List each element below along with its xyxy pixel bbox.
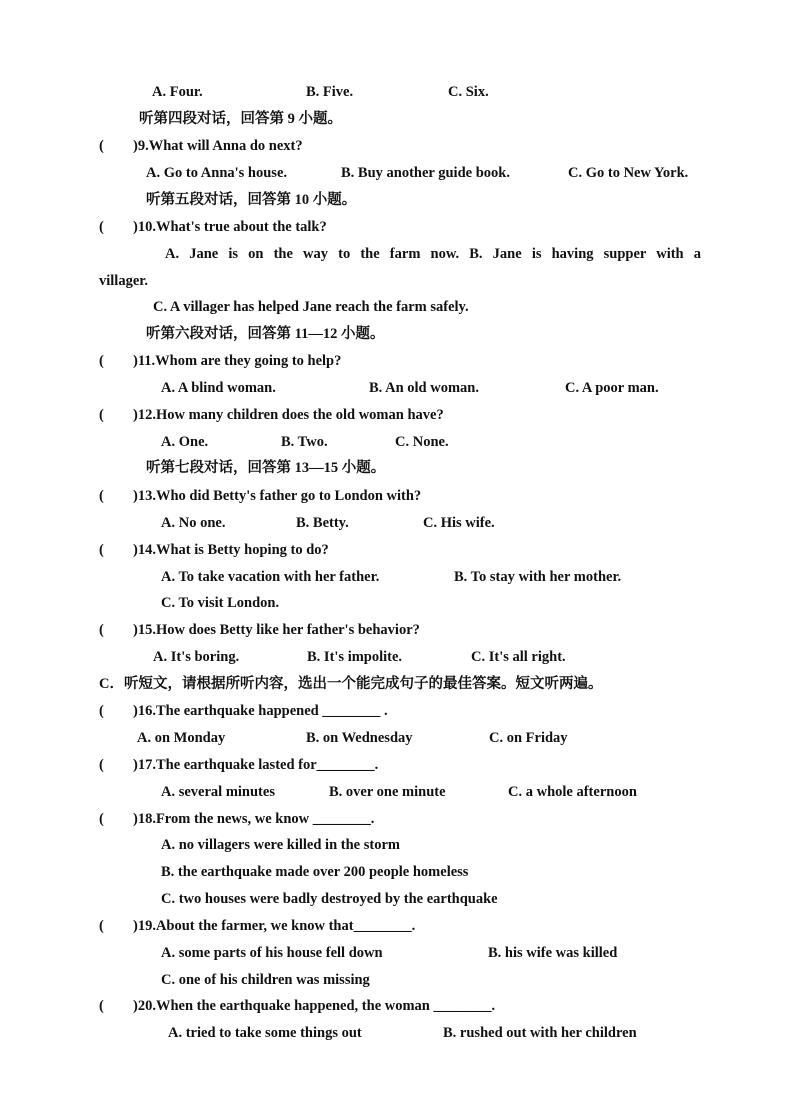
answer-paren-14: ( xyxy=(99,542,104,558)
option-q14-a: A. To take vacation with her father. xyxy=(161,569,380,585)
answer-paren-16: ( xyxy=(99,703,104,719)
option-q12-c: C. None. xyxy=(395,434,449,450)
option-q16-a: A. on Monday xyxy=(137,730,226,746)
answer-paren-13: ( xyxy=(99,488,104,504)
question-12: )12.How many children does the old woman have? xyxy=(133,407,444,423)
question-14: )14.What is Betty hoping to do? xyxy=(133,542,329,558)
option-q10-b-cont: villager. xyxy=(99,273,149,289)
question-10: )10.What's true about the talk? xyxy=(133,219,327,235)
option-q11-b: B. An old woman. xyxy=(369,380,479,396)
question-18: )18.From the news, we know ________. xyxy=(133,811,375,827)
option-q19-b: B. his wife was killed xyxy=(488,945,618,961)
question-20: )20.When the earthquake happened, the woman ________. xyxy=(133,998,496,1014)
option-q19-a: A. some parts of his house fell down xyxy=(161,945,383,961)
option-q9-a: A. Go to Anna's house. xyxy=(146,165,288,181)
option-q11-c: C. A poor man. xyxy=(565,380,659,396)
option-q17-c: C. a whole afternoon xyxy=(508,784,637,800)
answer-paren-17: ( xyxy=(99,757,104,773)
section-c-instructions: C．听短文，请根据所听内容，选出一个能完成句子的最佳答案。短文听两遍。 xyxy=(99,676,603,692)
answer-paren-20: ( xyxy=(99,998,104,1014)
option-q16-b: B. on Wednesday xyxy=(306,730,413,746)
question-16: )16.The earthquake happened ________ . xyxy=(133,703,388,719)
section-heading-6: 听第六段对话，回答第 11—12 小题。 xyxy=(146,326,385,342)
section-heading-7: 听第七段对话，回答第 13—15 小题。 xyxy=(146,460,386,476)
question-19: )19.About the farmer, we know that________. xyxy=(133,918,416,934)
option-q18-a: A. no villagers were killed in the storm xyxy=(161,837,400,853)
option-q12-b: B. Two. xyxy=(281,434,328,450)
answer-paren-10: ( xyxy=(99,219,104,235)
question-13: )13.Who did Betty's father go to London with? xyxy=(133,488,422,504)
option-q15-c: C. It's all right. xyxy=(471,649,566,665)
option-q15-a: A. It's boring. xyxy=(153,649,240,665)
option-q17-b: B. over one minute xyxy=(329,784,446,800)
option-q14-b: B. To stay with her mother. xyxy=(454,569,622,585)
option-q9-c: C. Go to New York. xyxy=(568,165,689,181)
option-q18-c: C. two houses were badly destroyed by the earthquake xyxy=(161,891,498,907)
option-q13-a: A. No one. xyxy=(161,515,226,531)
option-q17-a: A. several minutes xyxy=(161,784,275,800)
option-q11-a: A. A blind woman. xyxy=(161,380,276,396)
option-q10-ab: A. Jane is on the way to the farm now. B. Jane is having supper with a xyxy=(165,246,701,262)
answer-paren-12: ( xyxy=(99,407,104,423)
question-9: )9.What will Anna do next? xyxy=(133,138,303,154)
question-15: )15.How does Betty like her father's behavior? xyxy=(133,622,420,638)
option-q18-b: B. the earthquake made over 200 people homeless xyxy=(161,864,469,880)
answer-paren-15: ( xyxy=(99,622,104,638)
answer-paren-18: ( xyxy=(99,811,104,827)
section-heading-5: 听第五段对话，回答第 10 小题。 xyxy=(146,192,357,208)
option-q16-c: C. on Friday xyxy=(489,730,568,746)
section-heading-4: 听第四段对话，回答第 9 小题。 xyxy=(139,111,342,127)
option-q20-b: B. rushed out with her children xyxy=(443,1025,637,1041)
answer-paren-19: ( xyxy=(99,918,104,934)
option-q15-b: B. It's impolite. xyxy=(307,649,403,665)
option-q8-b: B. Five. xyxy=(306,84,354,100)
option-q8-a: A. Four. xyxy=(152,84,203,100)
option-q19-c: C. one of his children was missing xyxy=(161,972,370,988)
option-q13-c: C. His wife. xyxy=(423,515,495,531)
answer-paren-11: ( xyxy=(99,353,104,369)
question-17: )17.The earthquake lasted for________. xyxy=(133,757,379,773)
option-q10-c: C. A villager has helped Jane reach the farm safely. xyxy=(153,299,469,315)
option-q20-a: A. tried to take some things out xyxy=(168,1025,362,1041)
question-11: )11.Whom are they going to help? xyxy=(133,353,342,369)
option-q14-c: C. To visit London. xyxy=(161,595,280,611)
option-q8-c: C. Six. xyxy=(448,84,489,100)
option-q13-b: B. Betty. xyxy=(296,515,349,531)
option-q9-b: B. Buy another guide book. xyxy=(341,165,510,181)
option-q12-a: A. One. xyxy=(161,434,209,450)
answer-paren-9: ( xyxy=(99,138,104,154)
